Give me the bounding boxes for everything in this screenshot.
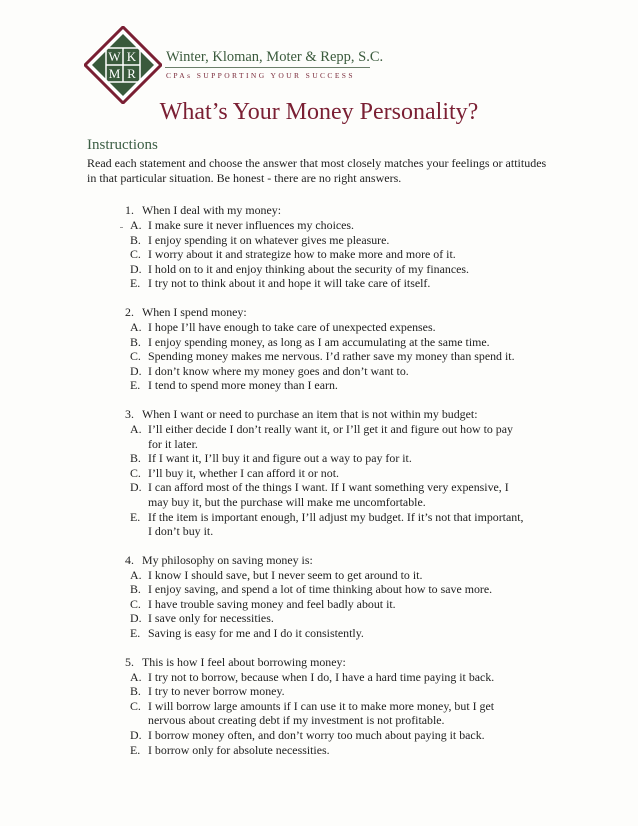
answer-options <box>130 320 525 393</box>
option-letter: A. <box>130 319 142 334</box>
question-stem <box>125 407 525 422</box>
option-letter: B. <box>130 451 141 466</box>
monogram-letter: R <box>127 66 136 81</box>
answer-option <box>130 568 525 583</box>
question-stem <box>125 305 525 320</box>
option-text: I enjoy spending money, as long as I am accumulating at the same time. <box>148 334 490 349</box>
option-text: I try not to borrow, because when I do, I have a hard time paying it back. <box>148 669 495 684</box>
option-text: I can afford most of the things I want. If I want something very expensive, I may buy it, but the purchase will make me uncomfortable. <box>148 480 509 509</box>
option-letter: B. <box>130 684 141 699</box>
option-text: I try not to think about it and hope it will take care of itself. <box>148 276 431 291</box>
answer-option <box>130 349 525 364</box>
answer-option <box>130 320 525 335</box>
answer-options <box>130 218 525 291</box>
question-number: 4. <box>125 552 134 567</box>
option-letter: A. <box>130 669 142 684</box>
option-letter: E. <box>130 276 141 291</box>
option-letter: C. <box>130 698 141 713</box>
answer-options <box>130 422 525 539</box>
option-letter: E. <box>130 742 141 757</box>
option-text: I tend to spend more money than I earn. <box>148 378 338 393</box>
question-text: When I want or need to purchase an item that is not within my budget: <box>142 406 478 421</box>
option-text: If I want it, I’ll buy it and figure out a way to pay for it. <box>148 451 412 466</box>
answer-option <box>130 480 525 509</box>
answer-option <box>130 699 525 728</box>
option-text: I save only for necessities. <box>148 611 274 626</box>
option-letter: C. <box>130 247 141 262</box>
answer-options <box>130 670 525 758</box>
question-stem <box>125 655 525 670</box>
option-text: Spending money makes me nervous. I’d rather save my money than spend it. <box>148 349 515 364</box>
option-letter: A. <box>130 218 142 232</box>
answer-option <box>130 247 525 262</box>
option-letter: B. <box>130 582 141 597</box>
option-text: I don’t know where my money goes and don’t want to. <box>148 363 409 378</box>
answer-option <box>130 466 525 481</box>
option-text: I borrow money often, and don’t worry too much about paying it back. <box>148 728 485 743</box>
page-title: What’s Your Money Personality? <box>159 99 479 125</box>
question-number: 2. <box>125 304 134 319</box>
option-text: I worry about it and strategize how to make more and more of it. <box>148 247 456 262</box>
answer-option <box>130 218 525 233</box>
option-letter: E. <box>130 509 141 524</box>
option-text: I’ll either decide I don’t really want it, or I’ll get it and figure out how to pay for it later. <box>148 421 513 451</box>
answer-option <box>130 626 525 641</box>
answer-option <box>130 743 525 758</box>
answer-option <box>130 422 525 451</box>
option-text: I have trouble saving money and feel badly about it. <box>148 596 396 611</box>
answer-option <box>130 611 525 626</box>
option-text: I make sure it never influences my choices. <box>148 218 355 232</box>
option-text: If the item is important enough, I’ll adjust my budget. If it’s not that important, I don’t buy it. <box>148 509 524 539</box>
answer-option <box>130 728 525 743</box>
option-letter: D. <box>130 261 142 276</box>
option-letter: D. <box>130 480 142 495</box>
question-list <box>125 203 525 771</box>
answer-option <box>130 670 525 685</box>
instructions-heading: Instructions <box>87 137 158 153</box>
monogram-letter: M <box>108 66 121 81</box>
question-number: 1. <box>125 203 134 217</box>
option-text: I know I should save, but I never seem to get around to it. <box>148 567 423 582</box>
answer-option <box>130 582 525 597</box>
option-letter: A. <box>130 567 142 582</box>
answer-option <box>130 262 525 277</box>
option-letter: B. <box>130 334 141 349</box>
option-text: I will borrow large amounts if I can use it to make more money, but I get nervous about creating debt if my investment is not profitable. <box>148 698 495 728</box>
answer-option <box>130 378 525 393</box>
option-text: I try to never borrow money. <box>148 684 285 699</box>
monogram-icon <box>84 26 162 104</box>
question-text: My philosophy on saving money is: <box>142 552 313 567</box>
scan-mark <box>120 227 123 228</box>
option-letter: E. <box>130 626 141 641</box>
question-number: 3. <box>125 406 134 421</box>
question-text: When I spend money: <box>142 304 247 319</box>
monogram-letter: K <box>126 49 137 64</box>
option-letter: C. <box>130 465 141 480</box>
question-stem <box>125 553 525 568</box>
answer-option <box>130 597 525 612</box>
question-4 <box>125 553 525 641</box>
answer-option <box>130 233 525 248</box>
option-letter: D. <box>130 611 142 626</box>
instructions-text: Read each statement and choose the answer that most closely matches your feelings or attitudes in that particular situation. Be honest - there are no right answers. <box>87 156 547 185</box>
option-letter: D. <box>130 728 142 743</box>
firm-logo <box>84 26 162 104</box>
answer-options <box>130 568 525 641</box>
option-letter: C. <box>130 349 141 364</box>
firm-divider <box>165 67 370 68</box>
option-letter: E. <box>130 378 141 393</box>
option-letter: D. <box>130 363 142 378</box>
question-text: When I deal with my money: <box>142 203 282 217</box>
option-text: I enjoy spending it on whatever gives me pleasure. <box>148 232 390 247</box>
option-text: Saving is easy for me and I do it consistently. <box>148 626 364 641</box>
firm-name: Winter, Kloman, Moter & Repp, S.C. <box>166 49 384 65</box>
answer-option <box>130 510 525 539</box>
option-text: I borrow only for absolute necessities. <box>148 742 330 757</box>
option-text: I enjoy saving, and spend a lot of time thinking about how to save more. <box>148 582 493 597</box>
option-text: I hope I’ll have enough to take care of unexpected expenses. <box>148 319 436 334</box>
option-letter: A. <box>130 421 142 436</box>
option-text: I hold on to it and enjoy thinking about the security of my finances. <box>148 261 469 276</box>
question-1 <box>125 203 525 291</box>
answer-option <box>130 276 525 291</box>
answer-option <box>130 364 525 379</box>
answer-option <box>130 335 525 350</box>
option-text: I’ll buy it, whether I can afford it or not. <box>148 465 339 480</box>
answer-option <box>130 684 525 699</box>
question-5 <box>125 655 525 758</box>
question-3 <box>125 407 525 539</box>
option-letter: B. <box>130 232 141 247</box>
question-text: This is how I feel about borrowing money: <box>142 654 346 669</box>
monogram-letter: W <box>108 49 121 64</box>
option-letter: C. <box>130 596 141 611</box>
question-stem <box>125 203 525 218</box>
question-2 <box>125 305 525 393</box>
firm-tagline: CPAs SUPPORTING YOUR SUCCESS <box>166 71 355 80</box>
answer-option <box>130 451 525 466</box>
question-number: 5. <box>125 654 134 669</box>
